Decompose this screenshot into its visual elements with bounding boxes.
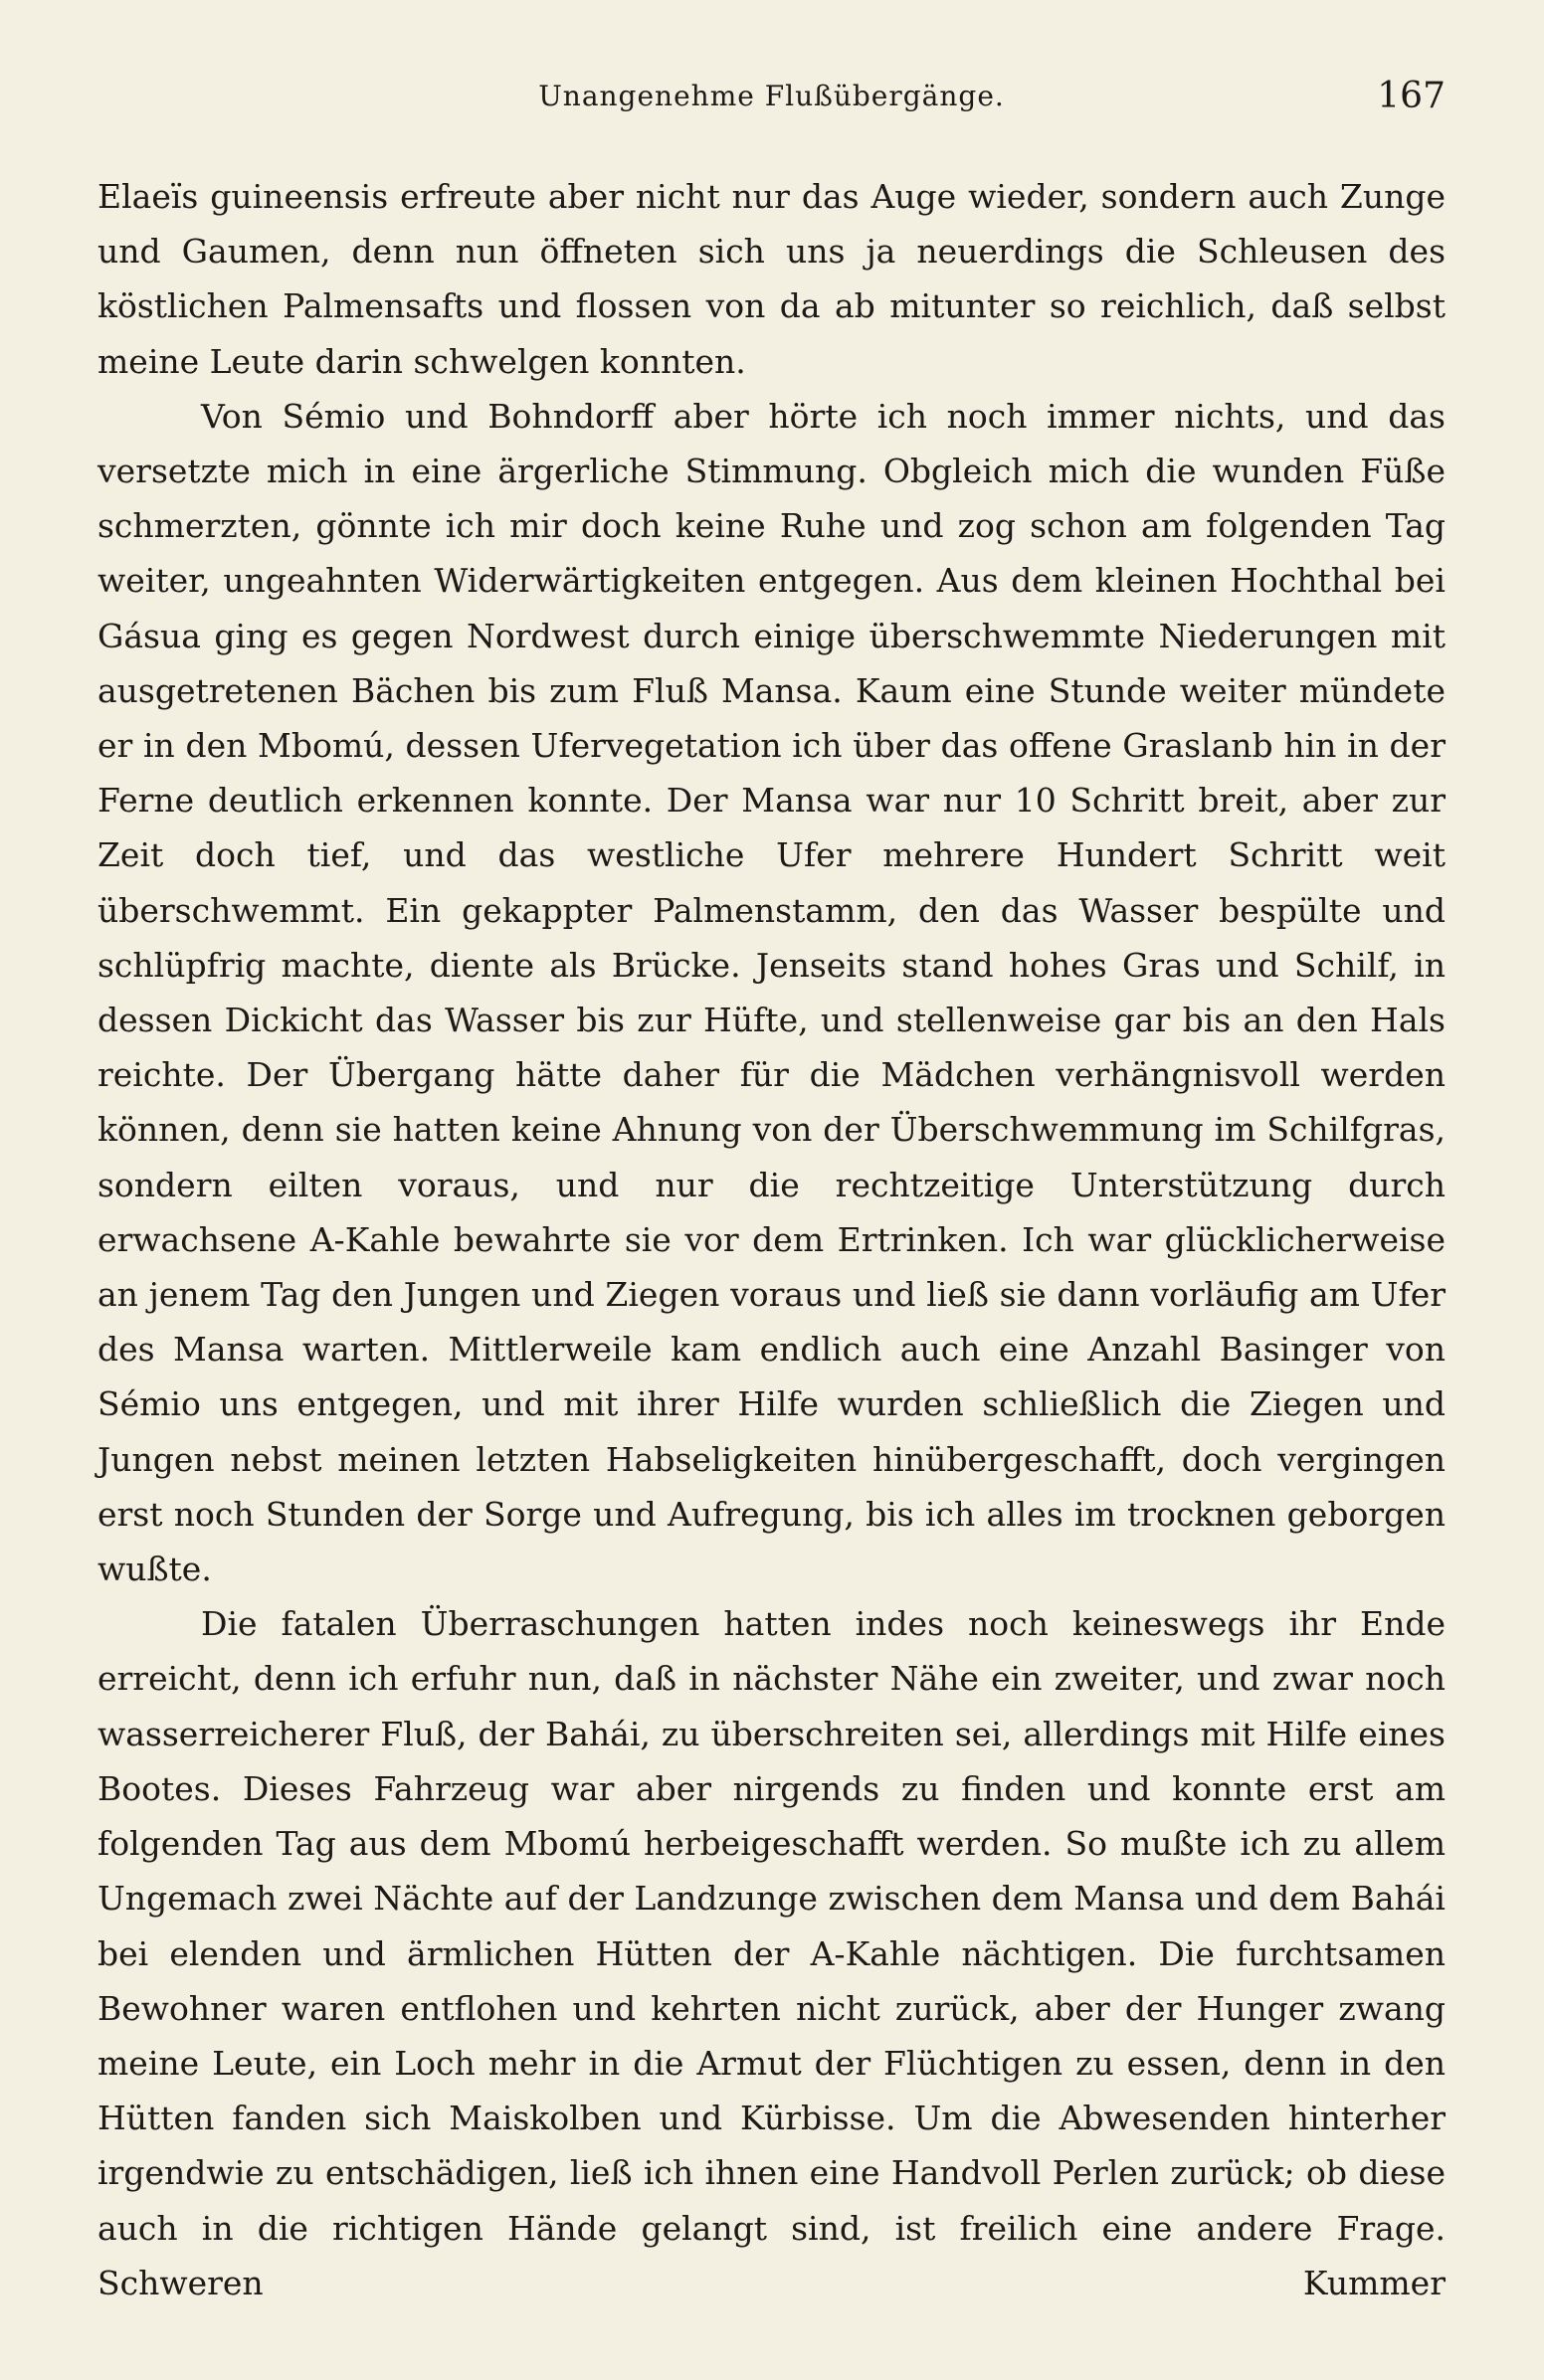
paragraph-3: Die fatalen Überraschungen hatten indes noch keineswegs ihr Ende erreicht, denn ich erfuhr nun, daß in nächster Nähe ein zweiter, und zwar noch wasserreicherer Fluß, der Bahái, zu überschreiten sei, allerdings mit Hilfe eines Bootes. Dieses Fahrzeug war aber nirgends zu finden und konnte erst am folgenden Tag aus dem Mbomú herbeigeschafft werden. So mußte ich zu allem Ungemach zwei Nächte auf der Landzunge zwischen dem Mansa und dem Bahái bei elenden und ärmlichen Hütten der A-Kahle nächtigen. Die furchtsamen Bewohner waren entflohen und kehrten nicht zurück, aber der Hunger zwang meine Leute, ein Loch mehr in die Armut der Flüchtigen zu essen, denn in den Hütten fanden sich Maiskolben und Kürbisse. Um die Abwesenden hinterher irgendwie zu entschädigen, ließ ich ihnen eine Handvoll Perlen zurück; ob diese auch in die richtigen Hände gelangt sind, ist freilich eine andere Frage. Schweren Kummer xyxy=(97,1604,1446,2302)
running-title: Unangenehme Flußübergänge. xyxy=(538,80,1005,112)
running-head xyxy=(97,76,1446,123)
paragraph-1: Elaeïs guineensis erfreute aber nicht nur das Auge wieder, sondern auch Zunge und Gaumen, denn nun öffneten sich uns ja neuerdings die Schleusen des köstlichen Palmensafts und flossen von da ab mitunter so reichlich, daß selbst meine Leute darin schwelgen konnten. xyxy=(97,177,1446,381)
paragraph-2: Von Sémio und Bohndorff aber hörte ich noch immer nichts, und das versetzte mich in eine ärgerliche Stimmung. Obgleich mich die wunden Füße schmerzten, gönnte ich mir doch keine Ruhe und zog schon am folgenden Tag weiter, ungeahnten Widerwärtigkeiten entgegen. Aus dem kleinen Hochthal bei Gásua ging es gegen Nordwest durch einige überschwemmte Niederungen mit ausgetretenen Bächen bis zum Fluß Mansa. Kaum eine Stunde weiter mündete er in den Mbomú, dessen Ufervegetation ich über das offene Graslanb hin in der Ferne deutlich erkennen konnte. Der Mansa war nur 10 Schritt breit, aber zur Zeit doch tief, und das westliche Ufer mehrere Hundert Schritt weit überschwemmt. Ein gekappter Palmenstamm, den das Wasser bespülte und schlüpfrig machte, diente als Brücke. Jenseits stand hohes Gras und Schilf, in dessen Dickicht das Wasser bis zur Hüfte, und stellenweise gar bis an den Hals reichte. Der Übergang hätte daher für die Mädchen verhängnisvoll werden können, denn sie hatten keine Ahnung von der Überschwemmung im Schilfgras, sondern eilten voraus, und nur die rechtzeitige Unterstützung durch erwachsene A-Kahle bewahrte sie vor dem Ertrinken. Ich war glücklicherweise an jenem Tag den Jungen und Ziegen voraus und ließ sie dann vorläufig am Ufer des Mansa warten. Mittlerweile kam endlich auch eine Anzahl Basinger von Sémio uns entgegen, und mit ihrer Hilfe wurden schließlich die Ziegen und Jungen nebst meinen letzten Habseligkeiten hinübergeschafft, doch vergingen erst noch Stunden der Sorge und Aufregung, bis ich alles im trocknen geborgen wußte. xyxy=(97,396,1446,1589)
body-text xyxy=(97,169,1446,2310)
page-number: 167 xyxy=(1377,76,1446,116)
